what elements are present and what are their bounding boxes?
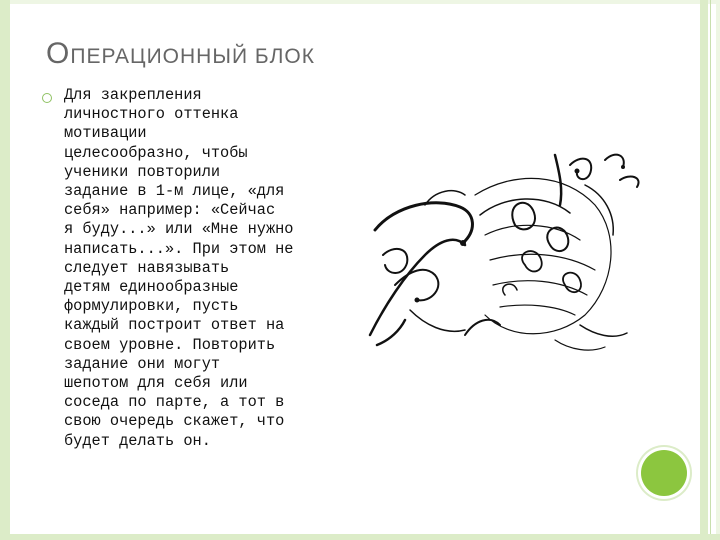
hollow-circle-bullet-icon (42, 93, 52, 103)
frame-right-border (700, 0, 708, 540)
frame-right-outer-border (716, 0, 720, 540)
green-circle-decoration (641, 450, 687, 496)
frame-left-border (0, 0, 10, 540)
slide-title (46, 34, 315, 71)
slide-title-first-letter: О (46, 37, 71, 70)
frame-top-border (0, 0, 720, 4)
frame-bottom-border (0, 534, 720, 540)
body-text: Для закрепления личностного оттенка мотивации целесообразно, чтобы ученики повторили задание в 1-м лице, «для себя» например: «Сейчас я буду...» или «Мне нужно написать...». При этом не следует навязывать детям единообразные формулировки, пусть каждый построит ответ на своем уровне. Повторить задание они могут шепотом для себя или соседа по парте, а тот в свою очередь скажет, что будет делать он. (64, 86, 294, 450)
frame-right-line (710, 0, 711, 540)
slide-title-rest: ПЕРАЦИОННЫЙ БЛОК (70, 45, 315, 68)
calligraphy-illustration (365, 135, 650, 360)
